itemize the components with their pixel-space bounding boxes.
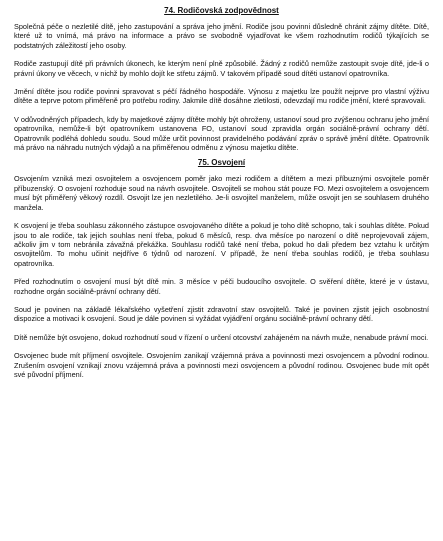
paragraph: Osvojením vzniká mezi osvojitelem a osvojencem poměr jako mezi rodičem a dítětem a mezi příbuznými osvojitele poměr příbuzenský. O osvojení rozhoduje soud na návrh osvojitele. Osvojiteli se mohou stát pouze FO. Mezi osvojitelem a osvojencem musí být přiměřený věkový rozdíl. Osvojit lze jen nezletilého. Je-li osvojitel manželem, může osvojit jen se souhlasem druhého manžela. bbox=[14, 174, 429, 212]
section-osvojeni bbox=[14, 158, 429, 379]
section-heading: 74. Rodičovská zodpovědnost bbox=[164, 6, 279, 15]
paragraph: Společná péče o nezletilé dítě, jeho zastupování a správa jeho jmění. Rodiče jsou povinni důsledně chránit zájmy dítěte. Dítě, které už to vnímá, má právo na informace a právo se svobodně vyjadřovat ke všem rozhodnutím rodičů týkajících se podstatných záležitostí jeho osoby. bbox=[14, 22, 429, 50]
paragraph: Rodiče zastupují dítě při právních úkonech, ke kterým není plně způsobilé. Žádný z rodičů nemůže zastoupit svoje dítě, jde-li o právní úkony ve věcech, v nichž by mohlo dojít ke střetu zájmů. V takovém případě soud dítěti ustanoví opatrovníka. bbox=[14, 59, 429, 78]
paragraph: Před rozhodnutím o osvojení musí být dítě min. 3 měsíce v péči budoucího osvojitele. O svěření dítěte, které je v ústavu, rozhodne orgán sociálně-právní ochrany dětí. bbox=[14, 277, 429, 296]
paragraph: Dítě nemůže být osvojeno, dokud rozhodnutí soud v řízení o určení otcovství zahájeném na návrh muže, nenabude právní moci. bbox=[14, 332, 429, 342]
paragraph: Jmění dítěte jsou rodiče povinni spravovat s péčí řádného hospodáře. Výnosu z majetku lze použít nejprve pro vlastní výživu dítěte a teprve potom přiměřeně pro potřebu rodiny. Jakmile dítě dosáhne zletilosti, odevzdají mu rodiče jmění, které spravovali. bbox=[14, 87, 429, 106]
section-heading: 75. Osvojení bbox=[197, 158, 246, 168]
paragraph: K osvojení je třeba souhlasu zákonného zástupce osvojovaného dítěte a pokud je toho dítě schopno, tak i souhlas dítěte. Pokud jsou to ale rodiče, tak jejich souhlas není třeba, pokud 6 měsíců, resp. dva měsíce po narození o dítě neprojevovali zájem, ačkoliv jim v tom nebránila závažná překážka. Souhlasu rodičů také není třeba, pokud ho dali předem bez vztahu k určitým osvojitelům. To mohu učinit nejdříve 6 týdnů od narození. V případě, že není třeba souhlas rodičů, je třeba souhlasu opatrovníka. bbox=[14, 221, 429, 268]
paragraph: Osvojenec bude mít příjmení osvojitele. Osvojením zanikají vzájemná práva a povinnosti mezi osvojencem a původní rodinou. Zrušením osvojení vznikají znovu vzájemná práva a povinnosti mezi osvojencem a původní rodinou. Osvojenec bude mít opět své původní příjmení. bbox=[14, 351, 429, 379]
paragraph: V odůvodněných případech, kdy by majetkové zájmy dítěte mohly být ohroženy, ustanoví soud pro zvýšenou ochranu jeho jmění opatrovníka, nemůže-li být opatrovníkem ustanovena FO, ustanoví soud zpravidla orgán sociálně-právní ochrany dětí. Opatrovník podléhá dohledu soudu. Soud může určit povinnost pravidelného podávání zpráv o správě jmění dítěte. Opatrovník má právo na náhradu nutných výdajů a na přiměřenou odměnu z výnosu majetku dítěte. bbox=[14, 114, 429, 153]
paragraph: Soud je povinen na základě lékařského vyšetření zjistit zdravotní stav osvojitelů. Také je povinen zjistit jejich osobnostní dispozice a motivaci k osvojení. Soud je dále povinen si vyžádat vyjádření orgánu sociálně-právní ochrany dětí. bbox=[14, 304, 429, 324]
section-rodicovska-zodpovednost bbox=[14, 6, 429, 152]
